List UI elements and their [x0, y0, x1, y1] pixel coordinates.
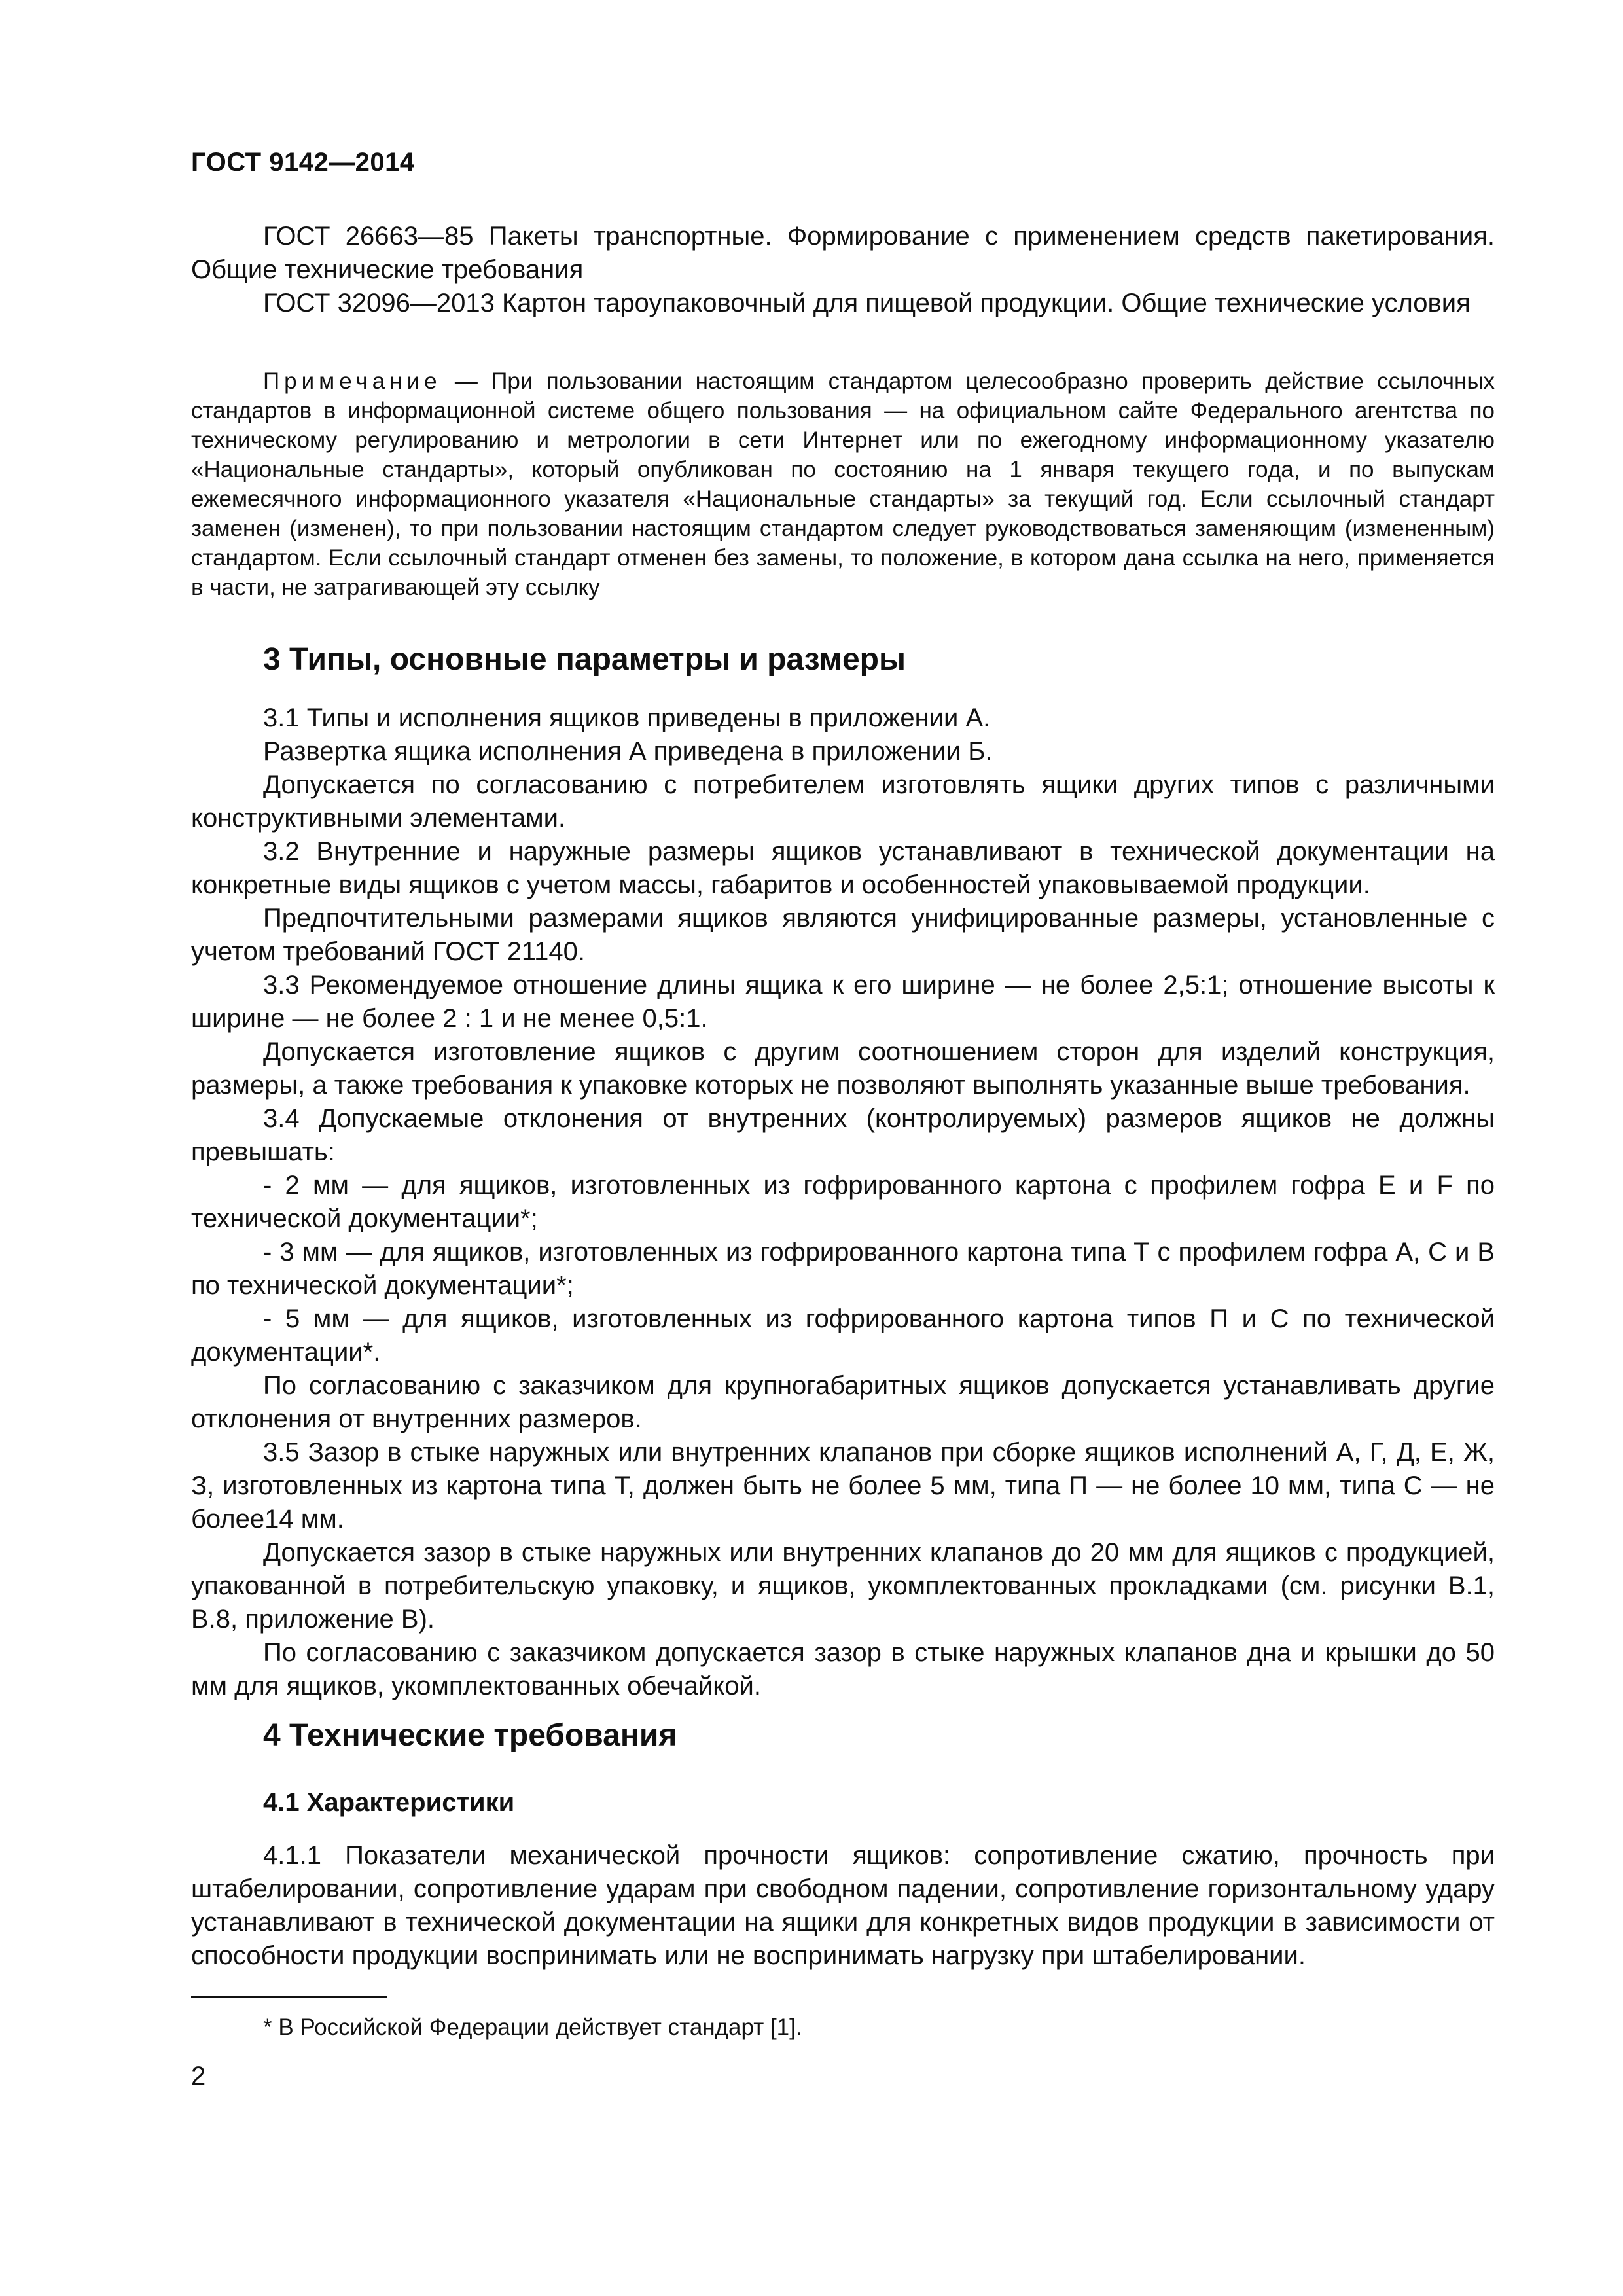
footnote-divider [191, 1996, 387, 1998]
section-4-body [191, 1839, 1495, 1973]
footnote: * В Российской Федерации действует стандарт [1]. [263, 2015, 802, 2040]
paragraph: Допускается зазор в стыке наружных или внутренних клапанов до 20 мм для ящиков с продукцией, упакованной в потребительскую упаковку, и ящиков, укомплектованных прокладками (см. рисунки В.1, В.8, приложение В). [191, 1538, 1495, 1634]
section-4-title: 4 Технические требования [263, 1718, 677, 1753]
paragraph: По согласованию с заказчиком для крупногабаритных ящиков допускается устанавливать другие отклонения от внутренних размеров. [191, 1371, 1495, 1433]
paragraph: - 5 мм — для ящиков, изготовленных из гофрированного картона типов П и С по технической документации*. [191, 1304, 1495, 1367]
note-block [191, 367, 1495, 602]
paragraph: 4.1.1 Показатели механической прочности ящиков: сопротивление сжатию, прочность при штабелировании, сопротивление ударам при свободном падении, сопротивление горизонтальному удару устанавливают в технической документации на ящики для конкретных видов продукции в зависимости от способности продукции воспринимать или не воспринимать нагрузку при штабелировании. [191, 1841, 1495, 1970]
paragraph: Допускается по согласованию с потребителем изготовлять ящики других типов с различными конструктивными элементами. [191, 770, 1495, 833]
paragraph: Развертка ящика исполнения А приведена в приложении Б. [263, 737, 993, 766]
note-lead: Примечание [263, 368, 442, 394]
section-3-body [191, 702, 1495, 1703]
page-number: 2 [191, 2062, 206, 2090]
reference-item: ГОСТ 32096—2013 Картон тароупаковочный для пищевой продукции. Общие технические условия [263, 289, 1471, 317]
page-header-code: ГОСТ 9142—2014 [191, 148, 415, 177]
reference-item: ГОСТ 26663—85 Пакеты транспортные. Формирование с применением средств пакетирования. Общие технические требования [191, 222, 1495, 284]
normative-references [191, 220, 1495, 320]
paragraph: 3.2 Внутренние и наружные размеры ящиков устанавливают в технической документации на конкретные виды ящиков с учетом массы, габаритов и особенностей упаковываемой продукции. [191, 837, 1495, 899]
paragraph: - 2 мм — для ящиков, изготовленных из гофрированного картона с профилем гофра Е и F по технической документации*; [191, 1171, 1495, 1233]
paragraph: 3.4 Допускаемые отклонения от внутренних (контролируемых) размеров ящиков не должны превышать: [191, 1104, 1495, 1166]
paragraph: Предпочтительными размерами ящиков являются унифицированные размеры, установленные с учетом требований ГОСТ 21140. [191, 904, 1495, 966]
paragraph: 3.3 Рекомендуемое отношение длины ящика к его ширине — не более 2,5:1; отношение высоты к ширине — не более 2 : 1 и не менее 0,5:1. [191, 971, 1495, 1033]
subsection-4-1-title: 4.1 Характеристики [263, 1788, 515, 1817]
note-text: — При пользовании настоящим стандартом целесообразно проверить действие ссылочных стандартов в информационной системе общего пользования — на официальном сайте Федерального агентства по техническому регулированию и метрологии в сети Интернет или по ежегодному информационному указателю «Национальные стандарты», который опубликован по состоянию на 1 января текущего года, и по выпускам ежемесячного информационного указателя «Национальные стандарты» за текущий год. Если ссылочный стандарт заменен (изменен), то при пользовании настоящим стандартом следует руководствоваться заменяющим (измененным) стандартом. Если ссылочный стандарт отменен без замены, то положение, в котором дана ссылка на него, применяется в части, не затрагивающей эту ссылку [191, 368, 1495, 600]
paragraph: 3.1 Типы и исполнения ящиков приведены в приложении А. [263, 704, 991, 732]
paragraph: По согласованию с заказчиком допускается зазор в стыке наружных клапанов дна и крышки до 50 мм для ящиков, укомплектованных обечайкой. [191, 1638, 1495, 1700]
paragraph: 3.5 Зазор в стыке наружных или внутренних клапанов при сборке ящиков исполнений А, Г, Д, Е, Ж, З, изготовленных из картона типа Т, должен быть не более 5 мм, типа П — не более 10 мм, типа С — не более14 мм. [191, 1438, 1495, 1534]
section-3-title: 3 Типы, основные параметры и размеры [263, 642, 906, 677]
note-paragraph [191, 367, 1495, 602]
paragraph: Допускается изготовление ящиков с другим соотношением сторон для изделий конструкция, размеры, а также требования к упаковке которых не позволяют выполнять указанные выше требования. [191, 1037, 1495, 1100]
paragraph: - 3 мм — для ящиков, изготовленных из гофрированного картона типа Т с профилем гофра А, С и В по технической документации*; [191, 1238, 1495, 1300]
